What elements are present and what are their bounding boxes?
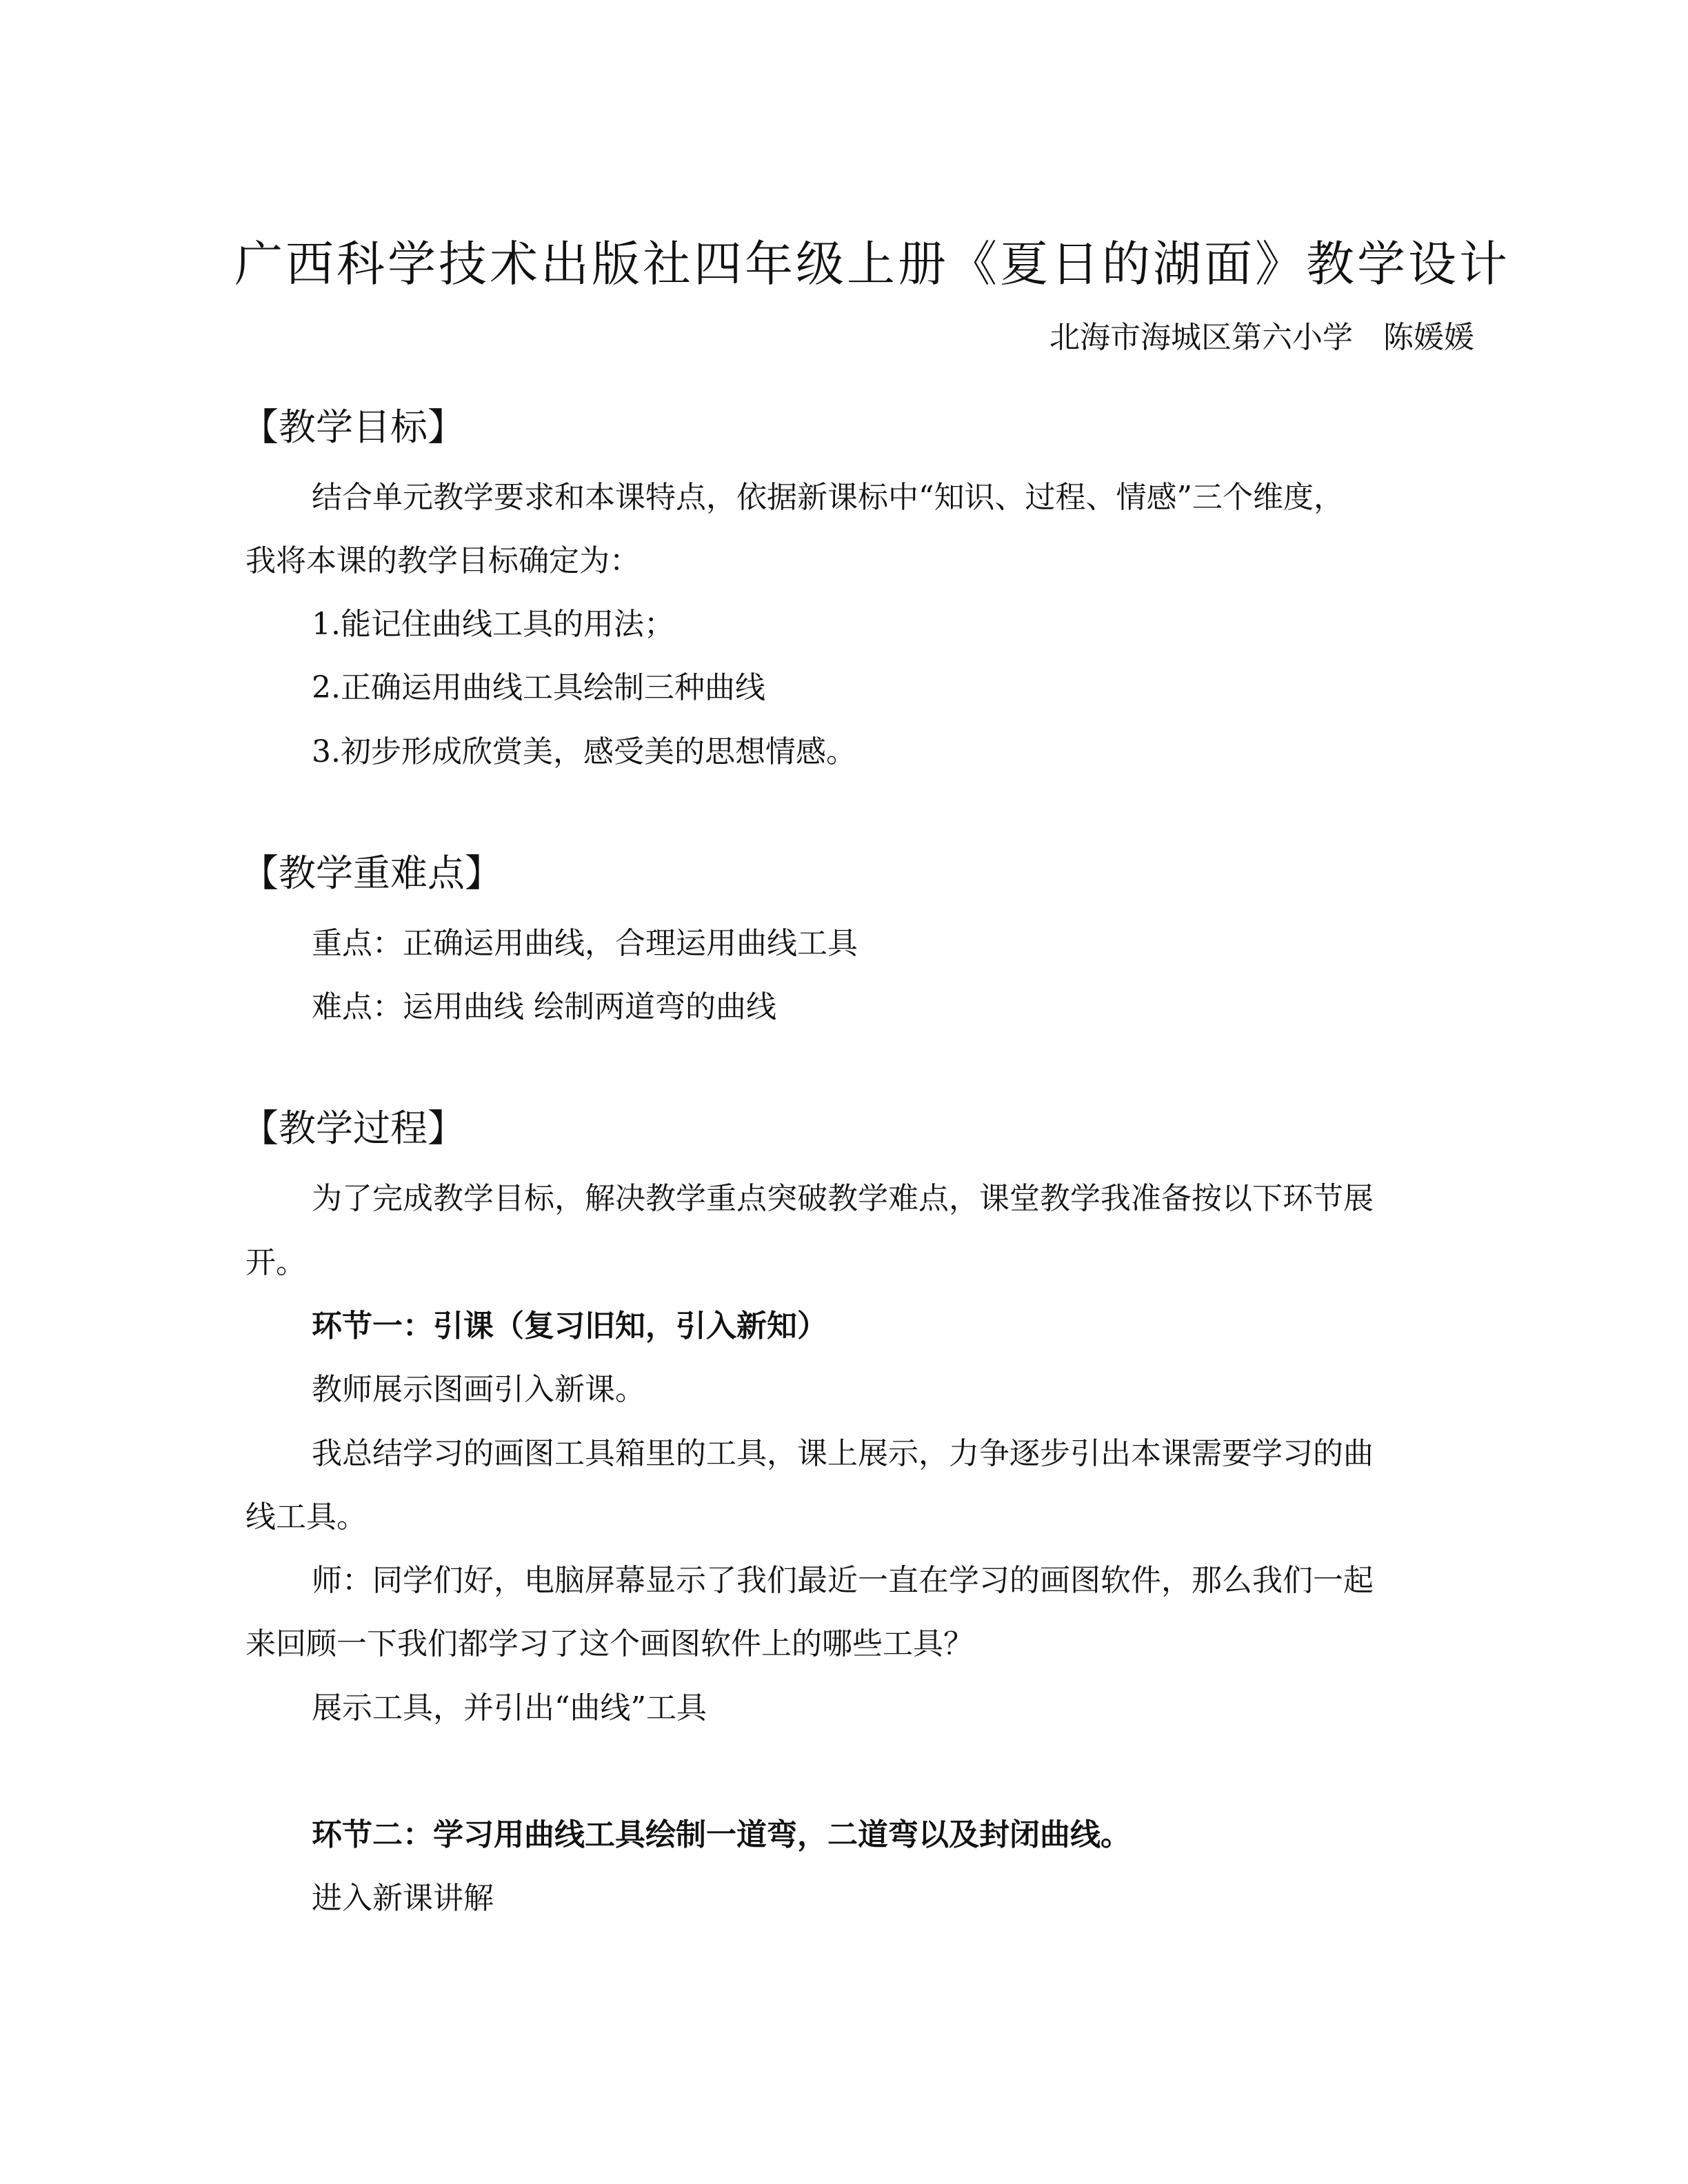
section-heading-process: 【教学过程】 bbox=[241, 1106, 465, 1150]
paragraph-line: 线工具。 bbox=[245, 1499, 367, 1535]
paragraph-line: 我将本课的教学目标确定为： bbox=[245, 543, 640, 578]
paragraph-line: 师：同学们好，电脑屏幕显示了我们最近一直在学习的画图软件，那么我们一起 bbox=[312, 1563, 1374, 1598]
list-item: 2.正确运用曲线工具绘制三种曲线 bbox=[312, 670, 765, 705]
paragraph-line: 进入新课讲解 bbox=[312, 1881, 494, 1916]
paragraph-line: 重点：正确运用曲线，合理运用曲线工具 bbox=[312, 926, 858, 961]
paragraph-line: 开。 bbox=[245, 1245, 306, 1280]
paragraph-line: 展示工具，并引出“曲线”工具 bbox=[312, 1690, 707, 1726]
subsection-heading: 环节二：学习用曲线工具绘制一道弯，二道弯以及封闭曲线。 bbox=[312, 1817, 1131, 1852]
section-heading-objectives: 【教学目标】 bbox=[241, 405, 465, 449]
paragraph-line: 难点：运用曲线 绘制两道弯的曲线 bbox=[312, 989, 776, 1024]
section-heading-key-points: 【教学重难点】 bbox=[241, 851, 502, 895]
paragraph-line: 为了完成教学目标，解决教学重点突破教学难点，课堂教学我准备按以下环节展 bbox=[312, 1181, 1374, 1216]
document-title: 广西科学技术出版社四年级上册《夏日的湖面》教学设计 bbox=[234, 236, 1510, 292]
paragraph-line: 结合单元教学要求和本课特点，依据新课标中“知识、过程、情感”三个维度， bbox=[312, 480, 1344, 515]
list-item: 1.能记住曲线工具的用法； bbox=[312, 607, 674, 642]
author-line: 北海市海城区第六小学 陈媛媛 bbox=[1049, 320, 1474, 355]
subsection-heading: 环节一：引课（复习旧知，引入新知） bbox=[312, 1308, 827, 1344]
list-item: 3.初步形成欣赏美，感受美的思想情感。 bbox=[312, 734, 856, 769]
paragraph-line: 教师展示图画引入新课。 bbox=[312, 1372, 645, 1407]
paragraph-line: 来回顾一下我们都学习了这个画图软件上的哪些工具？ bbox=[245, 1626, 974, 1661]
paragraph-line: 我总结学习的画图工具箱里的工具，课上展示，力争逐步引出本课需要学习的曲 bbox=[312, 1436, 1374, 1471]
